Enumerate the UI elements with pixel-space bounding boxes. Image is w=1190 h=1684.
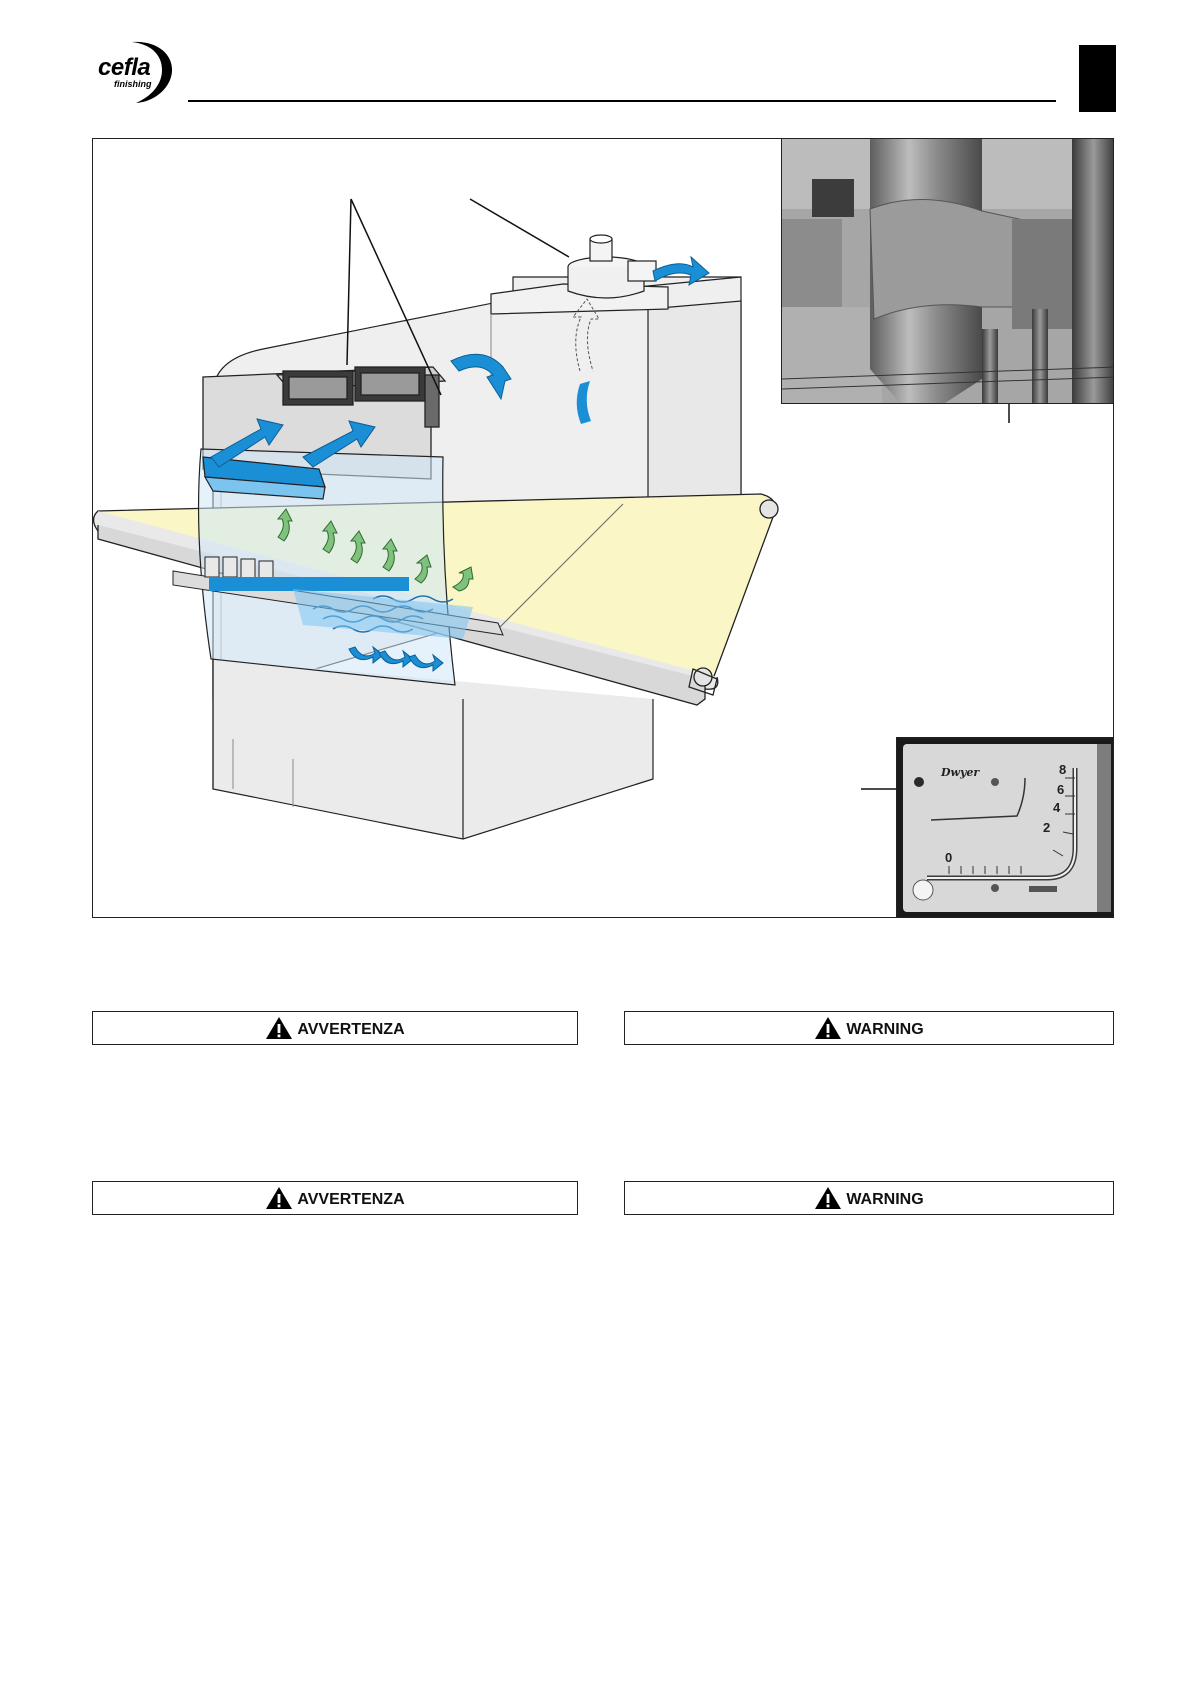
warning-triangle-icon	[265, 1186, 293, 1210]
gauge-brand-label: Dwyer	[941, 766, 980, 779]
warning-triangle-icon	[814, 1016, 842, 1040]
section-tab-marker	[1079, 45, 1116, 112]
gauge-scale-4: 4	[1053, 800, 1061, 815]
exhaust-fan	[568, 235, 656, 298]
gauge-scale-0: 0	[945, 850, 953, 865]
warning-box-en-1	[624, 1011, 1114, 1045]
warning-label-warning: WARNING	[846, 1190, 924, 1208]
gauge-scale-6: 6	[1057, 782, 1065, 797]
duct-photo-image	[782, 139, 1114, 404]
photo-manometer-gauge	[896, 737, 1114, 918]
cefla-logo	[92, 40, 176, 104]
photo-exhaust-duct	[781, 138, 1114, 404]
warning-triangle-icon	[265, 1016, 293, 1040]
warning-label-avvertenza: AVVERTENZA	[297, 1190, 405, 1208]
gauge-scale-2: 2	[1043, 820, 1051, 835]
warning-label-avvertenza: AVVERTENZA	[297, 1020, 405, 1038]
warning-label-warning: WARNING	[846, 1020, 924, 1038]
warning-box-it-2	[92, 1181, 578, 1215]
gauge-photo-image	[897, 738, 1114, 918]
header-rule	[188, 100, 1056, 102]
gauge-scale-8: 8	[1059, 762, 1067, 777]
warning-box-en-2	[624, 1181, 1114, 1215]
warning-box-it-1	[92, 1011, 578, 1045]
logo-subtext: finishing	[114, 79, 152, 89]
logo-wordmark: cefla	[98, 54, 151, 81]
warning-triangle-icon	[814, 1186, 842, 1210]
